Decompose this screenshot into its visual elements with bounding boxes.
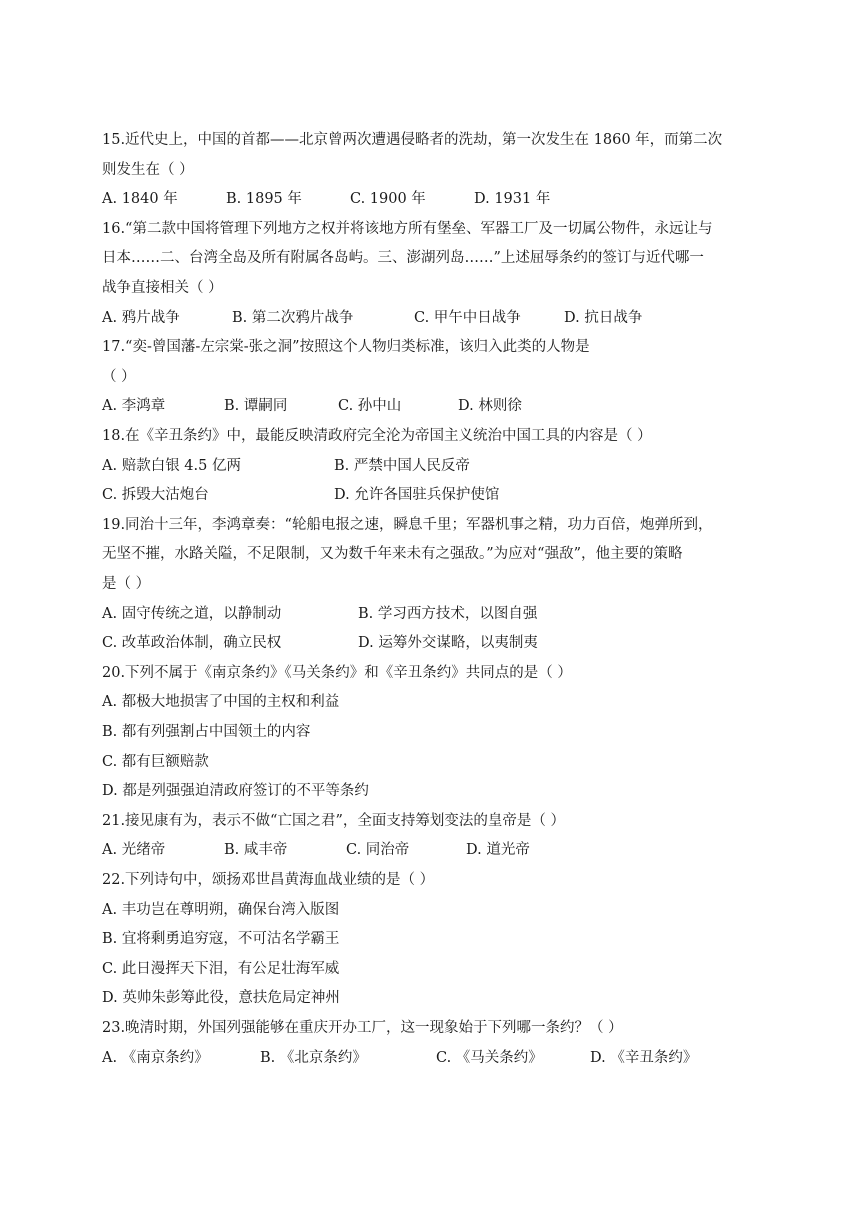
question-text: 23.晚清时期，外国列强能够在重庆开办工厂，这一现象始于下列哪一条约？（ ） xyxy=(102,1020,623,1036)
answer-option-b: B. 《北京条约》 xyxy=(260,1049,367,1066)
answer-option-d: D. 英帅朱彭筹此役，意扶危局定神州 xyxy=(102,990,340,1007)
answer-option-d: D. 允许各国驻兵保护使馆 xyxy=(334,487,500,504)
question-text: 则发生在（ ） xyxy=(102,161,194,178)
answer-option-c: C. 同治帝 xyxy=(346,842,410,859)
question-18 xyxy=(102,422,762,511)
answer-option-c: C. 1900 年 xyxy=(350,191,426,208)
option-row xyxy=(102,748,762,778)
question-text: 17.“奕-曾国藩-左宗棠-张之洞”按照这个人物归类标准，该归入此类的人物是 xyxy=(102,339,590,356)
question-17 xyxy=(102,333,762,422)
answer-option-c: C. 此日漫挥天下泪，有公足壮海军威 xyxy=(102,960,340,977)
question-text: 15.近代史上，中国的首都——北京曾两次遭遇侵略者的洗劫，第一次发生在 1860 年，而第二次 xyxy=(102,132,723,148)
answer-option-b: B. 学习西方技术，以图自强 xyxy=(358,605,538,622)
option-row xyxy=(102,777,762,807)
option-row xyxy=(102,481,762,511)
question-text: 日本……二、台湾全岛及所有附属各岛屿。三、澎湖列岛……”上述屈辱条约的签订与近代哪一 xyxy=(102,250,704,267)
answer-option-d: D. 抗日战争 xyxy=(564,309,643,326)
option-row xyxy=(102,452,762,482)
answer-option-b: B. 严禁中国人民反帝 xyxy=(334,457,470,474)
option-row xyxy=(102,836,762,866)
question-20 xyxy=(102,659,762,807)
option-row xyxy=(102,925,762,955)
answer-option-a: A. 光绪帝 xyxy=(102,842,166,859)
question-22 xyxy=(102,866,762,1014)
option-row xyxy=(102,629,762,659)
option-row xyxy=(102,955,762,985)
option-row xyxy=(102,600,762,630)
option-row xyxy=(102,185,762,215)
question-text: 19.同治十三年，李鸿章奏：“轮船电报之速，瞬息千里；军器机事之精，功力百倍，炮弹所到， xyxy=(102,516,713,533)
answer-option-a: A. 1840 年 xyxy=(102,191,178,208)
answer-option-b: B. 1895 年 xyxy=(226,191,302,208)
question-text: 无坚不摧，水路关隘，不足限制，又为数千年来未有之强敌。”为应对“强敌”，他主要的策略 xyxy=(102,546,683,563)
question-text: 战争直接相关（ ） xyxy=(102,279,223,296)
option-row xyxy=(102,896,762,926)
option-row xyxy=(102,718,762,748)
answer-option-d: D. 1931 年 xyxy=(474,191,551,208)
question-text: 20.下列不属于《南京条约》《马关条约》和《辛丑条约》共同点的是（ ） xyxy=(102,664,572,681)
answer-option-c: C. 都有巨额赔款 xyxy=(102,753,209,770)
answer-option-c: C. 甲午中日战争 xyxy=(414,309,521,326)
question-23 xyxy=(102,1014,762,1073)
answer-option-b: B. 宜将剩勇追穷寇，不可沽名学霸王 xyxy=(102,931,340,948)
option-row xyxy=(102,304,762,334)
question-text: 21.接见康有为，表示不做“亡国之君”，全面支持筹划变法的皇帝是（ ） xyxy=(102,812,565,829)
answer-option-d: D. 运筹外交谋略，以夷制夷 xyxy=(358,635,538,652)
question-text: 16.“第二款中国将管理下列地方之权并将该地方所有堡垒、军器工厂及一切属公物件，永远让与 xyxy=(102,220,713,237)
answer-option-d: D. 《辛丑条约》 xyxy=(590,1049,698,1066)
answer-option-a: A. 固守传统之道，以静制动 xyxy=(102,605,282,622)
answer-option-a: A. 李鸿章 xyxy=(102,398,166,415)
answer-option-b: B. 咸丰帝 xyxy=(224,842,288,859)
question-21 xyxy=(102,807,762,866)
answer-option-a: A. 都极大地损害了中国的主权和利益 xyxy=(102,694,340,711)
answer-option-c: C. 改革政治体制，确立民权 xyxy=(102,635,282,652)
answer-option-c: C. 《马关条约》 xyxy=(436,1049,543,1066)
answer-option-d: D. 道光帝 xyxy=(466,842,530,859)
answer-option-b: B. 第二次鸦片战争 xyxy=(232,309,354,326)
answer-option-c: C. 孙中山 xyxy=(338,398,402,415)
question-15 xyxy=(102,126,762,215)
question-text: 22.下列诗句中，颂扬邓世昌黄海血战业绩的是（ ） xyxy=(102,872,435,888)
question-text: 是（ ） xyxy=(102,575,151,592)
answer-option-b: B. 谭嗣同 xyxy=(224,398,288,415)
answer-option-d: D. 林则徐 xyxy=(458,398,522,415)
answer-option-c: C. 拆毁大沽炮台 xyxy=(102,487,209,504)
answer-option-a: A. 《南京条约》 xyxy=(102,1049,209,1066)
answer-option-a: A. 鸦片战争 xyxy=(102,309,180,326)
option-row xyxy=(102,392,762,422)
answer-option-a: A. 赔款白银 4.5 亿两 xyxy=(102,457,241,474)
option-row xyxy=(102,1044,762,1074)
question-16 xyxy=(102,215,762,333)
answer-option-d: D. 都是列强强迫清政府签订的不平等条约 xyxy=(102,783,369,800)
question-19 xyxy=(102,511,762,659)
question-text: （ ） xyxy=(102,368,136,385)
answer-option-b: B. 都有列强割占中国领土的内容 xyxy=(102,723,311,740)
option-row xyxy=(102,984,762,1014)
question-text: 18.在《辛丑条约》中，最能反映清政府完全沦为帝国主义统治中国工具的内容是（ ） xyxy=(102,428,652,444)
option-row xyxy=(102,688,762,718)
answer-option-a: A. 丰功岂在尊明朔，确保台湾入版图 xyxy=(102,901,340,918)
